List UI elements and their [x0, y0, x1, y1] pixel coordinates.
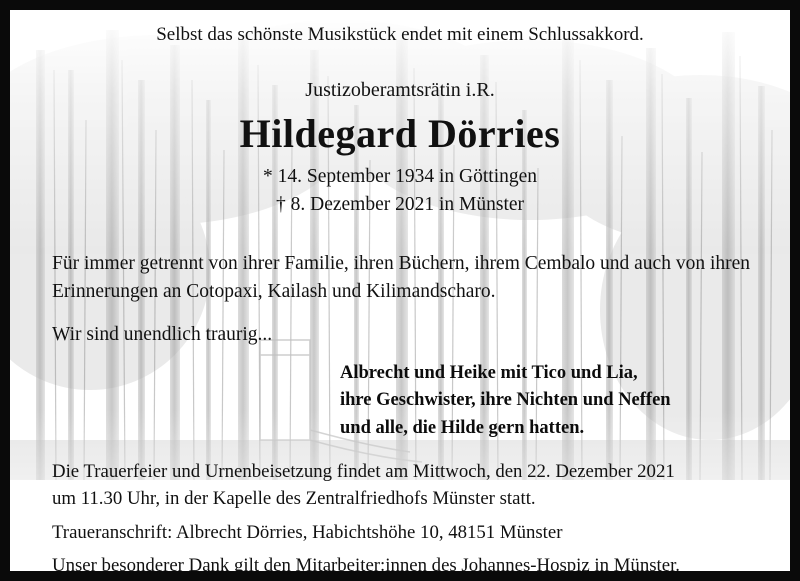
notice-content — [10, 10, 790, 576]
family-signature — [340, 360, 760, 442]
memorial-text — [52, 250, 752, 363]
birth-line: * 14. September 1934 in Göttingen — [262, 166, 538, 187]
service-line-1: Die Trauerfeier und Urnenbeisetzung findet am Mittwoch, den 22. Dezember 2021 — [52, 461, 675, 482]
mourning-address: Traueranschrift: Albrecht Dörries, Habichtshöhe 10, 48151 Münster — [52, 521, 563, 543]
deceased-role: Justizoberamtsrätin i.R. — [305, 79, 495, 101]
deceased-name: Hildegard Dörries — [239, 111, 561, 156]
family-line-1: Albrecht und Heike mit Tico und Lia, — [340, 363, 638, 383]
memorial-paragraph-1: Für immer getrennt von ihrer Familie, ihren Büchern, ihrem Cembalo und auch von ihren Erinnerungen an Cotopaxi, Kailash und Kilimandscharo. — [52, 253, 751, 303]
motto-text: Selbst das schönste Musikstück endet mit einem Schlussakkord. — [156, 24, 644, 45]
thanks-line: Unser besonderer Dank gilt den Mitarbeiter:innen des Johannes-Hospiz in Münster. — [52, 554, 680, 576]
death-line: † 8. Dezember 2021 in Münster — [275, 194, 525, 215]
service-line-2: um 11.30 Uhr, in der Kapelle des Zentralfriedhofs Münster statt. — [52, 488, 536, 510]
family-line-2: ihre Geschwister, ihre Nichten und Neffen — [340, 390, 671, 411]
family-line-3: und alle, die Hilde gern hatten. — [340, 417, 585, 438]
memorial-paragraph-2: Wir sind unendlich traurig... — [52, 323, 273, 345]
service-details — [52, 458, 762, 581]
